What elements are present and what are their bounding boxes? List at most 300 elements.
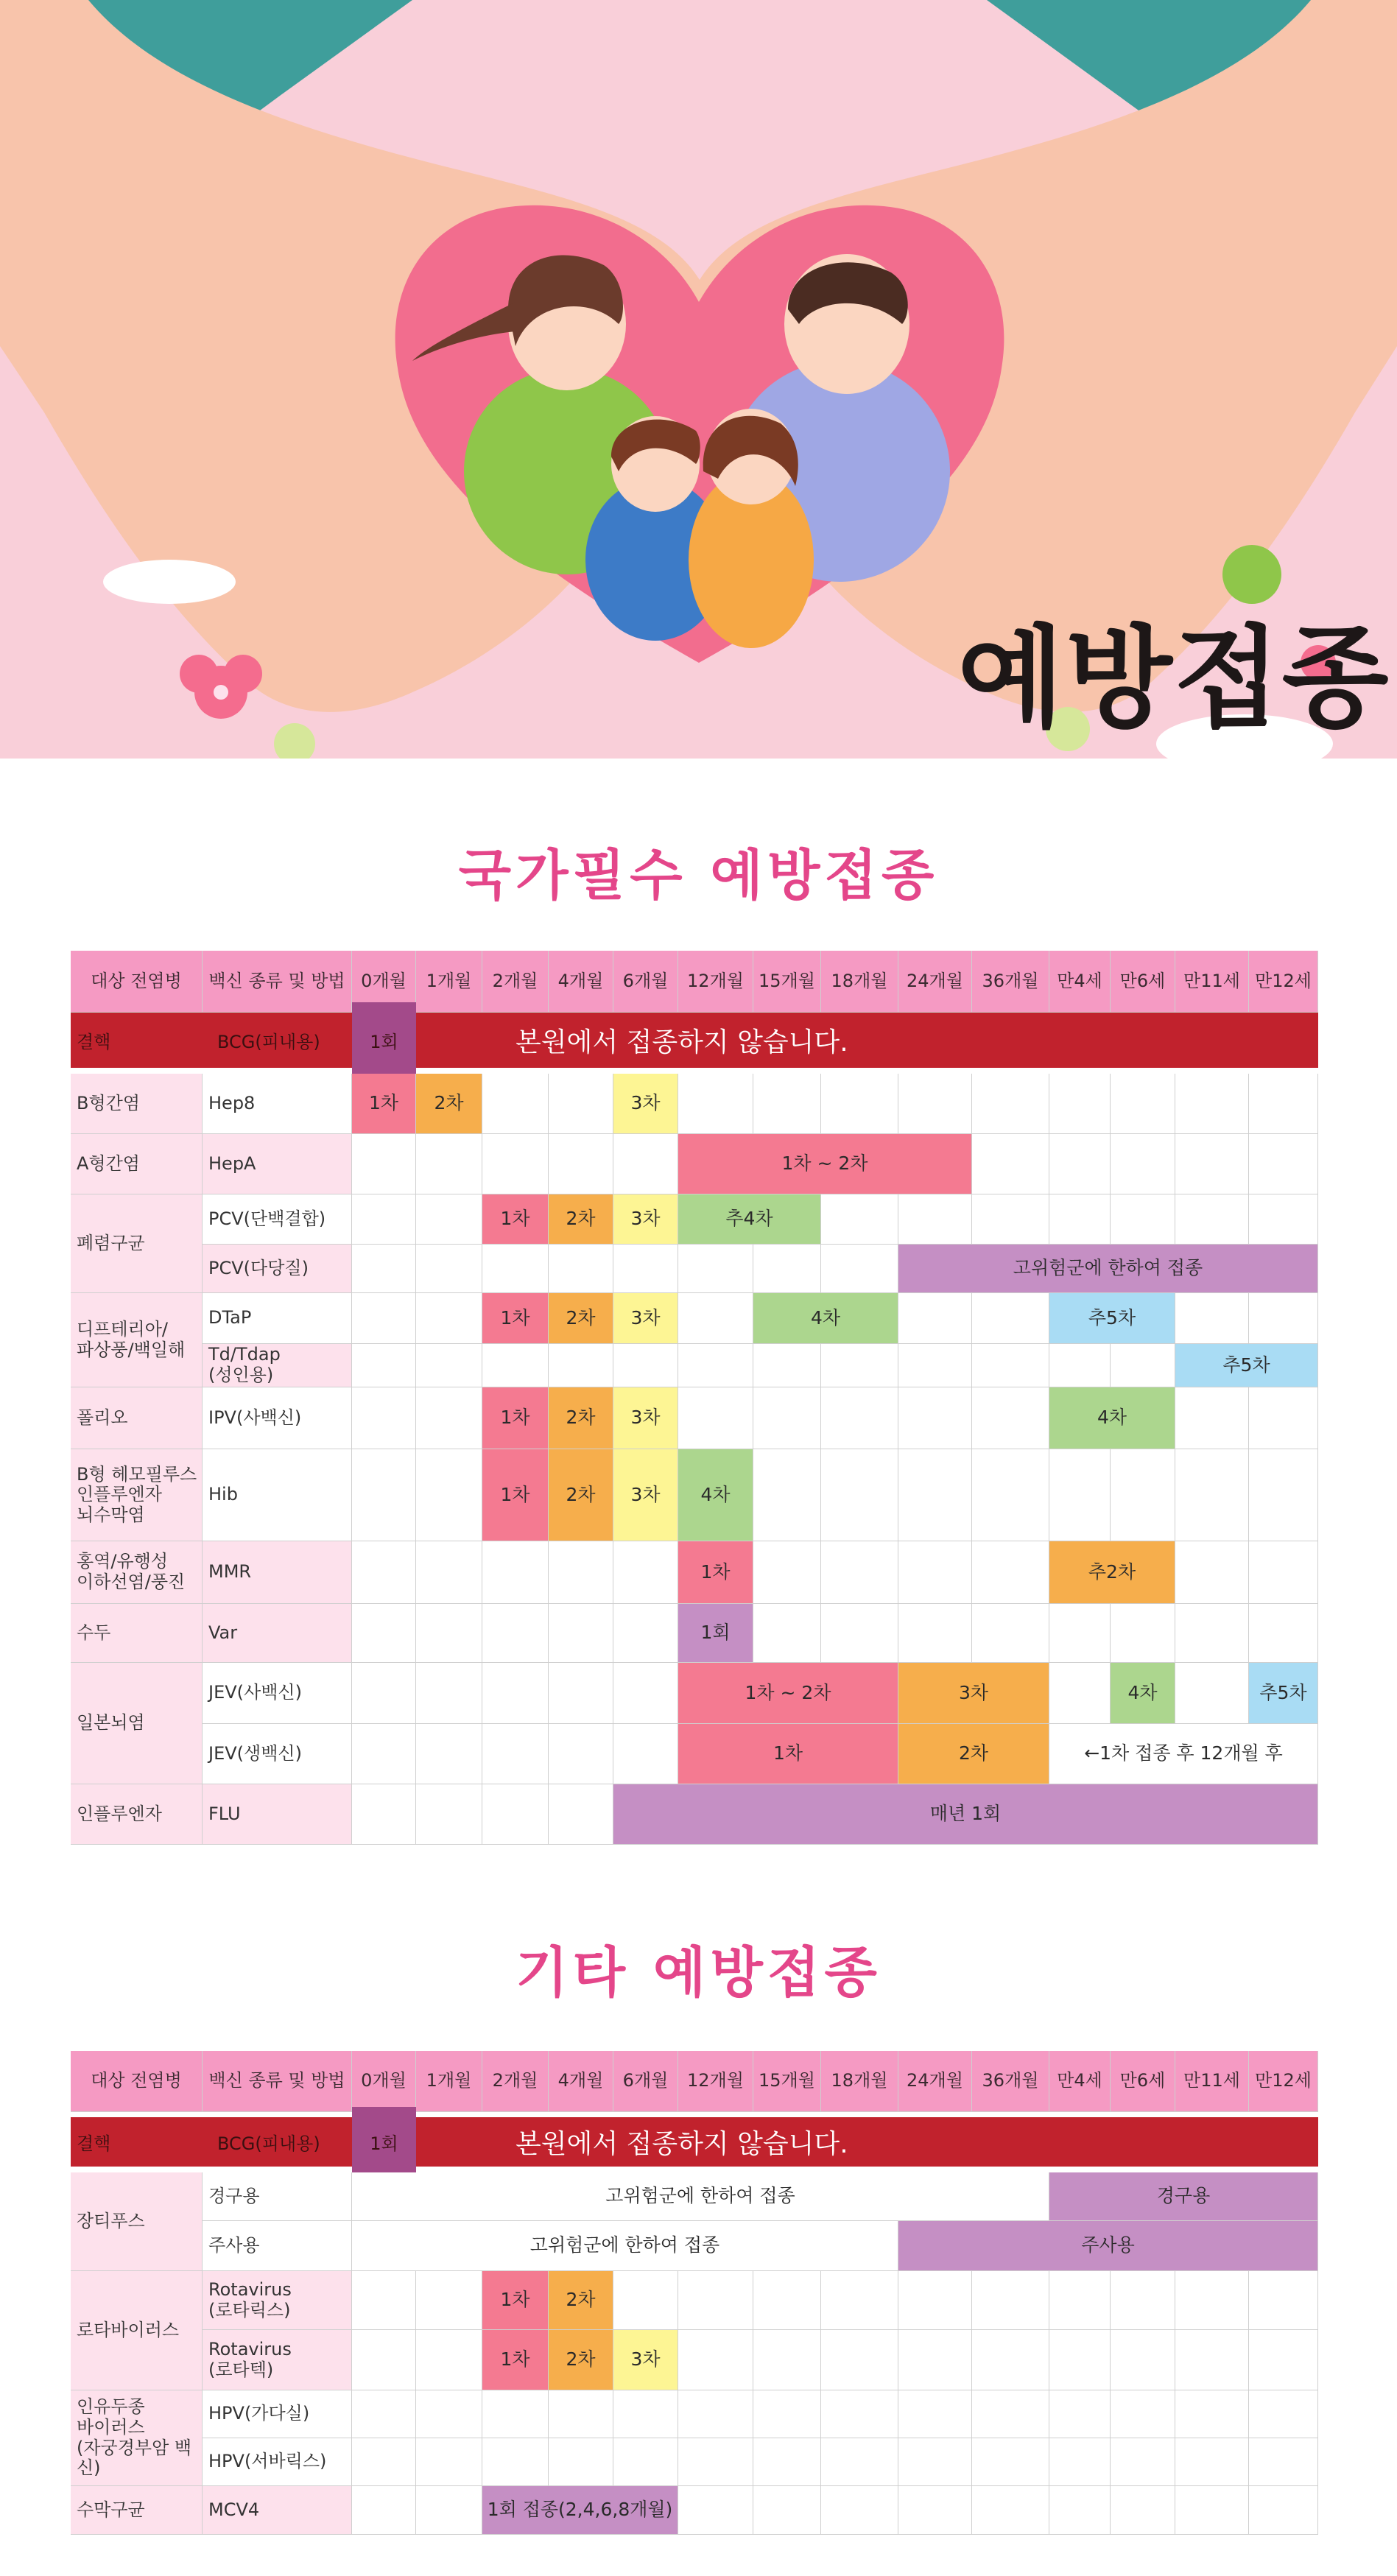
schedule-cell: [352, 1194, 416, 1245]
schedule-cell: [482, 1724, 549, 1784]
column-header: 12개월: [678, 951, 753, 1013]
vaccine-cell: DTaP: [203, 1293, 352, 1344]
disease-cell: B형 헤모필루스 인플루엔자 뇌수막염: [71, 1449, 203, 1541]
column-header: 1개월: [416, 2051, 482, 2112]
column-header: 18개월: [821, 2051, 898, 2112]
dose-mark: 고위험군에 한하여 접종: [898, 1245, 1318, 1293]
schedule-cell: [1175, 1194, 1249, 1245]
dose-mark: 1차: [678, 1541, 753, 1604]
column-header: 만11세: [1175, 951, 1249, 1013]
dose-mark: 3차: [898, 1663, 1049, 1724]
schedule-cell: [972, 2486, 1049, 2535]
disease-cell: 인플루엔자: [71, 1784, 203, 1845]
schedule-cell: [613, 1663, 678, 1724]
schedule-cell: [416, 1344, 482, 1387]
column-header: 백신 종류 및 방법: [203, 951, 352, 1013]
schedule-cell: [1111, 1604, 1175, 1663]
dose-mark: 매년 1회: [613, 1784, 1318, 1845]
column-header: 만4세: [1049, 951, 1111, 1013]
schedule-cell: [972, 1604, 1049, 1663]
column-header: 대상 전염병: [71, 951, 203, 1013]
schedule-cell: [416, 1784, 482, 1845]
vaccine-cell: PCV(다당질): [203, 1245, 352, 1293]
schedule-cell: [1049, 2330, 1111, 2390]
schedule-cell: [972, 2438, 1049, 2486]
schedule-cell: [1049, 2390, 1111, 2438]
vaccine-cell: PCV(단백결합): [203, 1194, 352, 1245]
bcg-disease: 결핵: [77, 2133, 111, 2154]
column-header: 24개월: [898, 2051, 972, 2112]
schedule-cell: [613, 2271, 678, 2330]
schedule-cell: [1175, 1663, 1249, 1724]
dose-mark: 2차: [898, 1724, 1049, 1784]
schedule-cell: [613, 1724, 678, 1784]
schedule-cell: [416, 1387, 482, 1449]
dose-mark: 추2차: [1049, 1541, 1175, 1604]
schedule-cell: [1111, 2438, 1175, 2486]
schedule-cell: [613, 1604, 678, 1663]
schedule-cell: [678, 2330, 753, 2390]
schedule-cell: [972, 1194, 1049, 1245]
schedule-cell: [898, 2271, 972, 2330]
schedule-cell: [678, 2438, 753, 2486]
schedule-cell: [352, 1245, 416, 1293]
schedule-cell: [753, 2271, 821, 2330]
dose-mark: 3차: [613, 1387, 678, 1449]
schedule-cell: [482, 2438, 549, 2486]
schedule-cell: [416, 1194, 482, 1245]
schedule-cell: [416, 2390, 482, 2438]
schedule-cell: [753, 2486, 821, 2535]
schedule-cell: [678, 1344, 753, 1387]
bcg-dose: 1회: [352, 1002, 416, 1078]
bcg-notice: 본원에서 접종하지 않습니다.: [515, 2129, 848, 2159]
schedule-cell: [549, 1074, 613, 1134]
schedule-cell: [972, 1074, 1049, 1134]
vaccine-cell: FLU: [203, 1784, 352, 1845]
schedule-cell: [753, 1541, 821, 1604]
schedule-cell: [482, 1784, 549, 1845]
schedule-cell: [352, 1449, 416, 1541]
schedule-cell: [972, 2330, 1049, 2390]
vaccine-cell: MMR: [203, 1541, 352, 1604]
column-header: 36개월: [972, 2051, 1049, 2112]
schedule-cell: [898, 1293, 972, 1344]
dose-mark: 1차 ~ 2차: [678, 1663, 898, 1724]
column-header: 4개월: [549, 951, 613, 1013]
dose-mark: 1차: [482, 1293, 549, 1344]
schedule-cell: [821, 1604, 898, 1663]
vaccine-cell: Td/Tdap (성인용): [203, 1344, 352, 1387]
bcg-notice: 본원에서 접종하지 않습니다.: [515, 1027, 848, 1058]
schedule-cell: [352, 1663, 416, 1724]
schedule-cell: [898, 1387, 972, 1449]
schedule-cell: [1249, 1541, 1318, 1604]
schedule-cell: [1049, 2438, 1111, 2486]
schedule-cell: [1111, 1449, 1175, 1541]
schedule-cell: [416, 2271, 482, 2330]
dose-mark: 1차: [352, 1074, 416, 1134]
disease-cell: B형간염: [71, 1074, 203, 1134]
national-section-title: 국가필수 예방접종: [458, 844, 939, 907]
schedule-cell: [1249, 1293, 1318, 1344]
schedule-cell: [972, 1293, 1049, 1344]
disease-cell: 폐렴구균: [71, 1194, 203, 1293]
schedule-cell: [416, 2330, 482, 2390]
schedule-cell: [1175, 1293, 1249, 1344]
disease-cell: 홍역/유행성 이하선염/풍진: [71, 1541, 203, 1604]
schedule-cell: [1249, 1387, 1318, 1449]
schedule-cell: [753, 1449, 821, 1541]
schedule-cell: [1175, 1134, 1249, 1194]
schedule-cell: [416, 1604, 482, 1663]
column-header: 만11세: [1175, 2051, 1249, 2112]
schedule-cell: [549, 1344, 613, 1387]
schedule-cell: [1175, 2330, 1249, 2390]
dose-mark: 1차: [482, 1387, 549, 1449]
dose-mark: 4차: [753, 1293, 898, 1344]
vaccine-cell: Hib: [203, 1449, 352, 1541]
hero-banner: [0, 0, 1397, 759]
schedule-cell: [1175, 1449, 1249, 1541]
schedule-cell: [1175, 1074, 1249, 1134]
dose-mark: 1차: [482, 1449, 549, 1541]
schedule-cell: [352, 2271, 416, 2330]
schedule-cell: [416, 1663, 482, 1724]
schedule-cell: [352, 1724, 416, 1784]
schedule-cell: [613, 1245, 678, 1293]
bcg-vaccine: BCG(피내용): [217, 2133, 320, 2154]
column-header: 0개월: [352, 951, 416, 1013]
dose-mark: 4차: [678, 1449, 753, 1541]
schedule-cell: [416, 1449, 482, 1541]
column-header: 만6세: [1111, 2051, 1175, 2112]
schedule-cell: [821, 1387, 898, 1449]
schedule-cell: [972, 1344, 1049, 1387]
dose-mark: 2차: [549, 1387, 613, 1449]
schedule-cell: [549, 2390, 613, 2438]
schedule-cell: [613, 1134, 678, 1194]
schedule-cell: [821, 1449, 898, 1541]
disease-cell: 수막구균: [71, 2486, 203, 2535]
schedule-cell: [352, 1293, 416, 1344]
schedule-cell: [613, 1344, 678, 1387]
schedule-cell: [416, 1245, 482, 1293]
schedule-cell: [753, 2438, 821, 2486]
column-header: 1개월: [416, 951, 482, 1013]
schedule-cell: [898, 1541, 972, 1604]
schedule-cell: [972, 1541, 1049, 1604]
bcg-vaccine: BCG(피내용): [217, 1032, 320, 1052]
column-header: 만4세: [1049, 2051, 1111, 2112]
schedule-cell: [753, 2390, 821, 2438]
dose-mark: 1차: [482, 1194, 549, 1245]
schedule-cell: [352, 2390, 416, 2438]
dose-mark: 3차: [613, 1074, 678, 1134]
schedule-cell: [898, 1449, 972, 1541]
schedule-cell: [352, 1784, 416, 1845]
column-header: 4개월: [549, 2051, 613, 2112]
schedule-cell: [482, 1074, 549, 1134]
schedule-cell: [678, 1245, 753, 1293]
schedule-cell: [549, 1724, 613, 1784]
typhoid-note: 고위험군에 한하여 접종: [352, 2221, 898, 2271]
column-header: 12개월: [678, 2051, 753, 2112]
schedule-cell: [821, 1074, 898, 1134]
schedule-cell: [1249, 1134, 1318, 1194]
vaccine-cell: JEV(사백신): [203, 1663, 352, 1724]
dose-mark: 추5차: [1249, 1663, 1318, 1724]
schedule-cell: [821, 2271, 898, 2330]
other-section-title: 기타 예방접종: [515, 1941, 882, 2005]
dose-mark: 2차: [549, 1194, 613, 1245]
schedule-cell: [1175, 2438, 1249, 2486]
schedule-cell: [821, 2390, 898, 2438]
schedule-cell: [898, 1344, 972, 1387]
schedule-cell: [482, 1541, 549, 1604]
schedule-cell: [972, 1449, 1049, 1541]
schedule-cell: [898, 1074, 972, 1134]
dose-mark: 1차: [678, 1724, 898, 1784]
schedule-cell: [482, 1344, 549, 1387]
vaccine-cell: JEV(생백신): [203, 1724, 352, 1784]
schedule-cell: [1249, 1604, 1318, 1663]
schedule-cell: [898, 1604, 972, 1663]
schedule-cell: [482, 1604, 549, 1663]
schedule-cell: [482, 1134, 549, 1194]
schedule-cell: [613, 2438, 678, 2486]
dose-mark: 1차: [482, 2271, 549, 2330]
schedule-cell: [1249, 2330, 1318, 2390]
schedule-cell: [1049, 1194, 1111, 1245]
hero-title: 예방접종: [957, 615, 1390, 743]
dose-mark: 1차: [482, 2330, 549, 2390]
bcg-dose: 1회: [352, 2107, 416, 2177]
vaccine-cell: Rotavirus (로타텍): [203, 2330, 352, 2390]
schedule-cell: [482, 1245, 549, 1293]
schedule-cell: [972, 2271, 1049, 2330]
schedule-cell: [1049, 1344, 1111, 1387]
column-header: 대상 전염병: [71, 2051, 203, 2112]
column-header: 15개월: [753, 951, 821, 1013]
schedule-cell: [1249, 2486, 1318, 2535]
schedule-cell: [352, 1541, 416, 1604]
schedule-cell: [821, 2330, 898, 2390]
dose-mark: 1회 접종(2,4,6,8개월): [482, 2486, 678, 2535]
dose-mark: 1차 ~ 2차: [678, 1134, 972, 1194]
schedule-cell: [549, 1663, 613, 1724]
schedule-cell: [821, 2486, 898, 2535]
schedule-cell: [549, 1784, 613, 1845]
schedule-cell: [1049, 1134, 1111, 1194]
column-header: 24개월: [898, 951, 972, 1013]
disease-cell: 디프테리아/ 파상풍/백일해: [71, 1293, 203, 1387]
dose-mark: 3차: [613, 1194, 678, 1245]
schedule-cell: [352, 1387, 416, 1449]
column-header: 36개월: [972, 951, 1049, 1013]
dose-mark: 추5차: [1175, 1344, 1318, 1387]
vaccine-cell: HepA: [203, 1134, 352, 1194]
schedule-cell: [753, 1387, 821, 1449]
schedule-cell: [1249, 1074, 1318, 1134]
schedule-cell: [416, 1293, 482, 1344]
bcg-notice-bar: [71, 2117, 1318, 2167]
schedule-cell: [972, 1134, 1049, 1194]
schedule-cell: [1175, 2390, 1249, 2438]
schedule-cell: [1049, 1074, 1111, 1134]
schedule-cell: [1111, 1134, 1175, 1194]
dose-mark: 4차: [1111, 1663, 1175, 1724]
schedule-cell: [1049, 2271, 1111, 2330]
column-header: 만6세: [1111, 951, 1175, 1013]
bcg-disease: 결핵: [77, 1032, 111, 1052]
jev-note: ←1차 접종 후 12개월 후: [1049, 1724, 1318, 1784]
vaccine-cell: Var: [203, 1604, 352, 1663]
schedule-cell: [821, 1245, 898, 1293]
schedule-cell: [613, 1541, 678, 1604]
schedule-cell: [416, 1134, 482, 1194]
schedule-cell: [352, 1604, 416, 1663]
schedule-cell: [821, 2438, 898, 2486]
dose-mark: 2차: [549, 1449, 613, 1541]
column-header: 만12세: [1249, 2051, 1318, 2112]
dose-mark: 추5차: [1049, 1293, 1175, 1344]
vaccine-cell: MCV4: [203, 2486, 352, 2535]
schedule-cell: [1249, 2390, 1318, 2438]
schedule-cell: [416, 1541, 482, 1604]
schedule-cell: [352, 2438, 416, 2486]
schedule-cell: [1111, 1194, 1175, 1245]
schedule-cell: [613, 2390, 678, 2438]
schedule-cell: [1049, 1604, 1111, 1663]
bcg-notice-bar: [71, 1013, 1318, 1068]
disease-cell: 로타바이러스: [71, 2271, 203, 2390]
column-header: 0개월: [352, 2051, 416, 2112]
vaccine-cell: 주사용: [203, 2221, 352, 2271]
schedule-cell: [898, 2438, 972, 2486]
schedule-cell: [1249, 1449, 1318, 1541]
schedule-cell: [1049, 1663, 1111, 1724]
column-header: 15개월: [753, 2051, 821, 2112]
schedule-cell: [1175, 1387, 1249, 1449]
schedule-cell: [1111, 2330, 1175, 2390]
dose-mark: 3차: [613, 1449, 678, 1541]
schedule-cell: [1175, 2271, 1249, 2330]
schedule-cell: [753, 1604, 821, 1663]
column-header: 2개월: [482, 951, 549, 1013]
schedule-cell: [1175, 1604, 1249, 1663]
schedule-cell: [352, 1134, 416, 1194]
dose-mark: 3차: [613, 1293, 678, 1344]
schedule-cell: [352, 2330, 416, 2390]
schedule-cell: [821, 1194, 898, 1245]
disease-cell: 폴리오: [71, 1387, 203, 1449]
schedule-cell: [1049, 1449, 1111, 1541]
schedule-cell: [1111, 1344, 1175, 1387]
column-header: 2개월: [482, 2051, 549, 2112]
dose-mark: 추4차: [678, 1194, 821, 1245]
disease-cell: 일본뇌염: [71, 1663, 203, 1784]
schedule-cell: [972, 2390, 1049, 2438]
disease-cell: 장티푸스: [71, 2172, 203, 2271]
column-header: 6개월: [613, 2051, 678, 2112]
dose-mark: 3차: [613, 2330, 678, 2390]
schedule-cell: [549, 2438, 613, 2486]
schedule-cell: [1111, 2271, 1175, 2330]
schedule-cell: [821, 1541, 898, 1604]
schedule-cell: [416, 2438, 482, 2486]
schedule-cell: [482, 2390, 549, 2438]
vaccine-cell: HPV(서바릭스): [203, 2438, 352, 2486]
schedule-cell: [549, 1604, 613, 1663]
column-header: 6개월: [613, 951, 678, 1013]
schedule-cell: [1249, 2271, 1318, 2330]
dose-mark: 경구용: [1049, 2172, 1318, 2221]
schedule-cell: [482, 1663, 549, 1724]
disease-cell: 수두: [71, 1604, 203, 1663]
vaccine-cell: HPV(가다실): [203, 2390, 352, 2438]
schedule-cell: [898, 1194, 972, 1245]
dose-mark: 2차: [549, 2330, 613, 2390]
dose-mark: 2차: [416, 1074, 482, 1134]
column-header: 만12세: [1249, 951, 1318, 1013]
dose-mark: 4차: [1049, 1387, 1175, 1449]
typhoid-note: 고위험군에 한하여 접종: [352, 2172, 1049, 2221]
schedule-cell: [1175, 1541, 1249, 1604]
disease-cell: A형간염: [71, 1134, 203, 1194]
vaccine-cell: IPV(사백신): [203, 1387, 352, 1449]
vaccine-cell: Rotavirus (로타릭스): [203, 2271, 352, 2330]
schedule-cell: [549, 1245, 613, 1293]
schedule-cell: [753, 1074, 821, 1134]
dose-mark: 주사용: [898, 2221, 1318, 2271]
disease-cell: 인유두종 바이러스 (자궁경부암 백신): [71, 2390, 203, 2486]
schedule-cell: [753, 1245, 821, 1293]
schedule-cell: [898, 2486, 972, 2535]
dose-mark: 2차: [549, 2271, 613, 2330]
schedule-cell: [549, 1541, 613, 1604]
vaccine-cell: 경구용: [203, 2172, 352, 2221]
schedule-cell: [678, 2271, 753, 2330]
schedule-cell: [678, 2390, 753, 2438]
schedule-cell: [678, 1074, 753, 1134]
column-header: 백신 종류 및 방법: [203, 2051, 352, 2112]
schedule-cell: [753, 2330, 821, 2390]
schedule-cell: [1111, 1074, 1175, 1134]
schedule-cell: [753, 1344, 821, 1387]
schedule-cell: [1249, 2438, 1318, 2486]
schedule-cell: [821, 1344, 898, 1387]
column-header: 18개월: [821, 951, 898, 1013]
schedule-cell: [678, 2486, 753, 2535]
schedule-cell: [1175, 2486, 1249, 2535]
vaccine-cell: Hep8: [203, 1074, 352, 1134]
schedule-cell: [352, 1344, 416, 1387]
schedule-cell: [898, 2390, 972, 2438]
dose-mark: 2차: [549, 1293, 613, 1344]
schedule-cell: [549, 1134, 613, 1194]
schedule-cell: [416, 1724, 482, 1784]
schedule-cell: [678, 1293, 753, 1344]
schedule-cell: [416, 2486, 482, 2535]
schedule-cell: [1249, 1194, 1318, 1245]
schedule-cell: [972, 1387, 1049, 1449]
schedule-cell: [678, 1387, 753, 1449]
schedule-cell: [352, 2486, 416, 2535]
dose-mark: 1회: [678, 1604, 753, 1663]
schedule-cell: [1049, 2486, 1111, 2535]
schedule-cell: [1111, 2486, 1175, 2535]
